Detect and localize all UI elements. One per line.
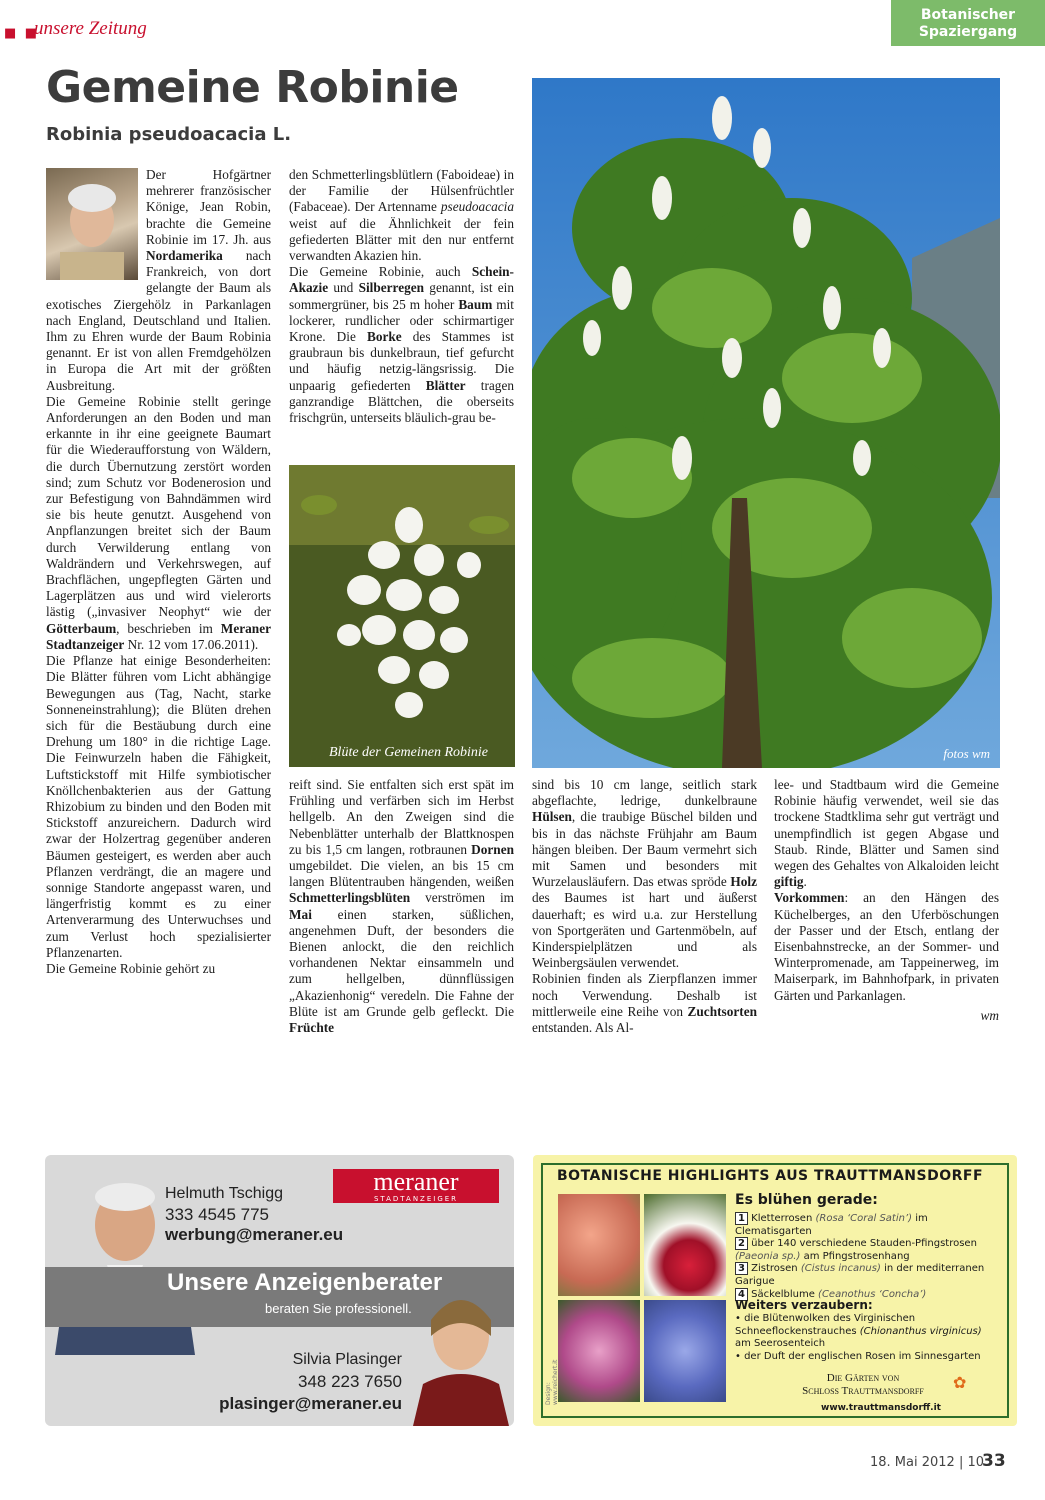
ad-title: BOTANISCHE HIGHLIGHTS AUS TRAUTTMANSDORFF	[557, 1168, 984, 1184]
col2-b-silberregen: Silberregen	[358, 280, 425, 296]
col2-p3d: einen starken, süßlichen, angenehmen Duft, der besonders die Bienen anlockt, die den reichlich vorhandenen Nektar einsammeln und zum hellgelben, dünnflüssigen „Akazienhonig“ veredeln. Die Fahne der Blüte ist am Grunde gelb gefleckt. Die	[289, 906, 514, 1019]
photo-credit: fotos wm	[943, 746, 990, 761]
col2-b-blaetter: Blätter	[425, 377, 466, 393]
page-number: 33	[982, 1451, 1006, 1471]
col4-p2: : an den Hängen des Küchelberges, an den Uferböschungen der Passer und der Etsch, entlang der Eisenbahnstrecke, an der Sommer- und Winterpromenade, am Tappeinerweg, im Maiserpark, im Bahnhofpark, in privaten Gärten und Parkanlagen.	[774, 890, 999, 1003]
col1-p4: Die Gemeine Robinie gehört zu	[46, 960, 216, 976]
ad-more-heading: Weiters verzaubern:	[735, 1298, 873, 1312]
col2-p1a: den Schmetterlingsblütlern (Faboideae) in der Familie der Hülsenfrüchtler (Fabaceae). Der Artenname	[289, 167, 514, 215]
col2-b-dornen: Dornen	[471, 841, 514, 857]
col1-bold-meraner: Meraner Stadtanzeiger	[46, 620, 271, 652]
article-subtitle: Robinia pseudoacacia L.	[46, 124, 292, 145]
section-tab	[891, 0, 1045, 46]
ad-photo-peonies	[644, 1194, 726, 1296]
ad-bloom-heading: Es blühen gerade:	[735, 1192, 878, 1208]
ad-band-sub: beraten Sie professionell.	[265, 1301, 412, 1316]
col4-p1b: .	[803, 874, 807, 890]
ad-item-1: 1 Kletterrosen (Rosa ‘Coral Satin’) im Clematisgarten	[735, 1213, 928, 1237]
section-tab-line2: Spaziergang	[918, 24, 1018, 40]
col2-b-borke: Borke	[366, 329, 402, 345]
blossom-photo	[289, 465, 515, 767]
column-4	[774, 777, 999, 1024]
col4-b-giftig: giftig	[774, 874, 804, 890]
flower-icon: ✿	[953, 1375, 967, 1392]
col2-p2f: tragen ganzrandige Blättchen, die oberseits frischgrün, unterseits bläulich-grau be-	[289, 377, 514, 426]
col2-p2d: mit lockerer, rundlicher oder schirmartiger Krone. Die	[289, 296, 514, 345]
col3-p2a: Robinien finden als Zierpflanzen immer noch Verwendung. Deshalb ist mittlerweile eine Reihe von	[532, 971, 757, 1019]
col2-p2a: Die Gemeine Robinie, auch	[289, 264, 472, 280]
ad-brand-box	[333, 1169, 499, 1203]
masthead-dots: ■ ■	[4, 26, 40, 41]
ad-person1-email[interactable]: werbung@meraner.eu	[165, 1225, 344, 1244]
ad-photo-roses	[558, 1194, 640, 1296]
col1-p2: Die Gemeine Robinie stellt geringe Anforderungen an den Boden und man erkannte in ihr eine geeignete Baumart für die Wiederaufforstung von Wäldern, die durch Übernutzung zerstört worden sind; zum Schutz vor Bodenerosion und zur Befestigung von Bahndämmen wird sie bis heute genutzt. Ausgehend von Anpflanzungen breitet sich der Baum durch Verwilderung entlang von Waldrändern und Verkehrswegen, auf Brachflächen, ungepflegten Gärten und Lagerplätzen aus und wird vielerorts lästig („invasiver Neophyt“ wie der	[46, 393, 271, 620]
ad-item-3: 3 Zistrosen (Cistus incanus) in der mediterranen Garigue	[735, 1263, 985, 1287]
article-title: Gemeine Robinie	[46, 62, 459, 113]
ad-logo-line2: Schloss Trauttmansdorff	[802, 1385, 924, 1397]
col2-p2e: des Stammes ist graubraun bis dunkelbraun, tief gefurcht und häufig netzig-längsrissig. Die unpaarig gefiederten	[289, 329, 515, 393]
col2-b-baum: Baum	[458, 296, 493, 312]
col2-p2b: und	[328, 280, 359, 296]
column-3	[532, 777, 757, 1036]
section-tab-line1: Botanischer	[920, 7, 1016, 23]
column-2-bottom	[289, 777, 514, 1036]
col1-after3: Nr. 12 vom 17.06.2011).	[124, 636, 259, 652]
ad-more-list	[735, 1313, 1000, 1363]
col4-p1a: lee- und Stadtbaum wird die Gemeine Robinie häufig verwendet, weil sie das trockene Stadtklima sehr gut verträgt und unempfindlich ist gegen Abgase und Staub. Rinde, Blätter und Samen sind wegen des Gehaltes von Alkaloiden leicht	[774, 777, 999, 874]
blossom-photo-caption: Blüte der Gemeinen Robinie	[329, 745, 489, 760]
ad-person2-photo	[413, 1280, 509, 1426]
col1-bold-nordamerika: Nordamerika	[146, 248, 223, 264]
ad-person2-email[interactable]: plasinger@meraner.eu	[219, 1394, 402, 1413]
ad-logo	[773, 1372, 953, 1398]
col3-p1c: des Baumes ist hart und äußerst dauerhaft; es wird u.a. zur Herstellung von Sportgeräten und Gartenmöbeln, auf Kinderspielplätzen und als Weinbergsäulen verwendet.	[532, 890, 757, 971]
col2-italic: pseudoacacia	[440, 199, 514, 215]
ad-bullet-2: • der Duft der englischen Rosen im Sinnesgarten	[735, 1350, 981, 1362]
article-author: wm	[980, 1007, 999, 1023]
col3-b-zuchtsorten: Zuchtsorten	[687, 1003, 757, 1019]
ad-bullet-1: • die Blütenwolken des Virginischen Schneeflockenstrauches (Chionanthus virginicus) am Seerosenteich	[735, 1313, 982, 1350]
ad-person2-name: Silvia Plasinger	[292, 1351, 402, 1368]
col3-p1b: , die traubige Büschel bilden und bis in das nächste Frühjahr am Baum hängen bleiben. Der Baum vermehrt sich mit Samen und besonders mit Wurzelausläufern. Das etwas spröde	[532, 809, 757, 890]
page-date-issue: 18. Mai 2012 | 10	[870, 1455, 985, 1470]
ad-band-title: Unsere Anzeigenberater	[167, 1269, 443, 1296]
ad-url[interactable]: www.trauttmansdorff.it	[821, 1403, 941, 1413]
ad-photo-cistus	[558, 1300, 640, 1402]
ad-person1-name: Helmuth Tschigg	[165, 1185, 283, 1202]
ad-item-4: 4 Säckelblume (Ceanothus ‘Concha’)	[735, 1289, 1000, 1302]
ad-bloom-list	[735, 1213, 1000, 1301]
col1-intro: Der Hofgärtner mehrerer französischer Könige, Jean Robin, brachte die Gemeine Robinie im 17. Jh. aus	[146, 167, 271, 247]
ad-design-credit: Design: www.reichert.it	[545, 1359, 559, 1405]
col4-b-vorkommen: Vorkommen	[774, 890, 845, 906]
col3-b-huelsen: Hülsen	[532, 809, 572, 825]
ad-photo-grid	[558, 1194, 728, 1402]
col1-mid2: , beschrieben im	[116, 620, 221, 636]
ad-trauttmansdorff	[533, 1155, 1017, 1426]
col3-b-holz: Holz	[730, 874, 757, 890]
col1-after1: nach Frankreich, von dort gelangte der Baum als exotisches Ziergehölz in Parkanlagen nach England, Deutschland und Italien. Ihm zu Ehren wurde der Baum Robinia genannt. Er ist von allen Fremdgehölzen in Europa die Art mit der größten Ausbreitung.	[46, 248, 271, 393]
ad-brand-sub: STADTANZEIGER	[373, 1195, 459, 1203]
col2-b-fruechte: Früchte	[289, 1020, 335, 1036]
col3-p1a: sind bis 10 cm lange, seitlich stark abgeflachte, ledrige, dunkelbraune	[532, 777, 757, 809]
ad-meraner	[45, 1155, 514, 1426]
ad-brand: meraner	[373, 1167, 459, 1196]
col2-b-scheinakazie: Schein-Akazie	[289, 264, 514, 296]
column-2-top	[289, 167, 514, 426]
col2-b-schmetterlingsblueten: Schmetterlingsblüten	[289, 890, 411, 906]
masthead-logo: unsere Zeitung	[34, 18, 147, 39]
col2-p3c: verströmen im	[410, 890, 514, 906]
col2-p3b: umgebildet. Die vielen, an bis 15 cm langen Blütentrauben hängenden, weißen	[289, 858, 514, 890]
col2-p2c: genannt, ist ein sommergrüner, bis 25 m hoher	[289, 280, 515, 312]
col2-p3a: reift sind. Sie entfalten sich erst spät im Frühling und verfärben sich im Herbst hellgelb. An den Zweigen sind die Nebenblätter unterhalb der Blattknospen zu bis 1,5 cm langen, rotbraunen	[289, 777, 514, 857]
column-1	[46, 167, 271, 977]
col2-p1b: weist auf die Ähnlichkeit der fein gefiederten Blätter mit den nur entfernt verwandten Akazien hin.	[289, 215, 514, 264]
col2-b-mai: Mai	[289, 906, 312, 922]
col1-p3: Die Pflanze hat einige Besonderheiten: Die Blätter führen vom Licht abhängige Bewegungen aus (Tag, Nacht, starke Sonneneinstrahlung); die Blüten drehen sich für die Bestäubung durch eine Drehung um 180° in die richtige Lage. Die Feinwurzeln haben die Fähigkeit, Luftstickstoff mit Hilfe symbiotischer Knöllchenbakterien aus der Gattung Rhizobium zu binden und den Boden mit Stickstoff anzureichern. Dadurch wird zwar der Holzertrag gegenüber anderen Bäumen gesteigert, es werden aber auch Pflanzen verdrängt, die an magere und sonnige Standorte angepasst waren, und längerfristig kommt es zu einer Artenverarmung des Unterwuchses und zum Verlust hoch spezialisierter Pflanzenarten.	[46, 653, 271, 960]
col1-bold-goetterbaum: Götterbaum	[46, 620, 117, 636]
tree-photo	[532, 78, 1000, 768]
ad-person2-phone: 348 223 7650	[298, 1372, 402, 1391]
ad-photo-ceanothus	[644, 1300, 726, 1402]
ad-logo-line1: Die Gärten von	[826, 1372, 900, 1384]
col3-p2b: entstanden. Als Al-	[532, 1020, 634, 1036]
ad-item-2: 2 über 140 verschiedene Stauden-Pfingstrosen (Paeonia sp.) am Pfingstrosenhang	[735, 1238, 977, 1262]
ad-person1-phone: 333 4545 775	[165, 1205, 269, 1224]
